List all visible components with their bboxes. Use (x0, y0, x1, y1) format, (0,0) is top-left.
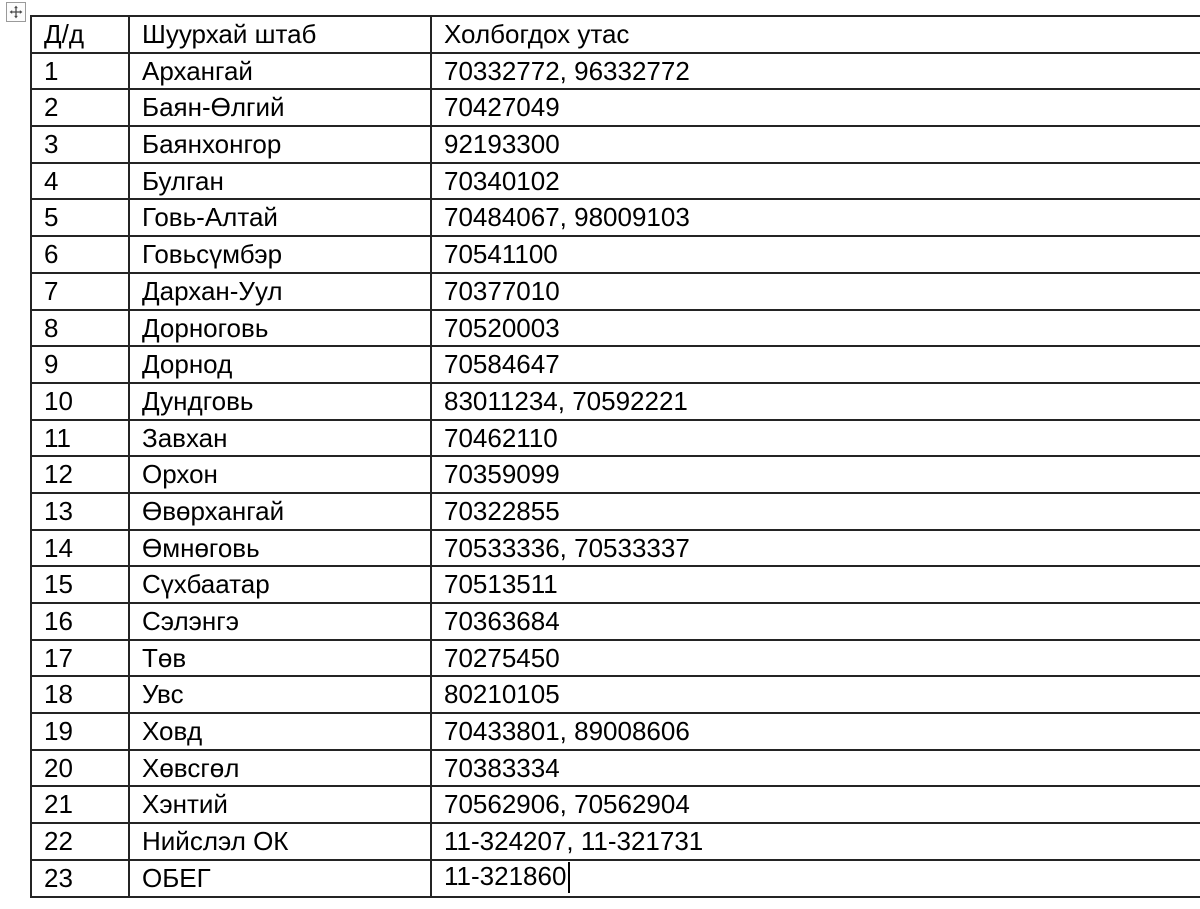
move-cross-icon (9, 5, 23, 19)
cell-phone[interactable]: 11-324207, 11-321731 (431, 823, 1200, 860)
table-row (31, 163, 1200, 200)
cell-phone[interactable]: 70433801, 89008606 (431, 713, 1200, 750)
cell-phone[interactable]: 70484067, 98009103 (431, 199, 1200, 236)
cell-staff[interactable]: Сэлэнгэ (129, 603, 431, 640)
table-row (31, 566, 1200, 603)
cell-staff[interactable]: ОБЕГ (129, 860, 431, 897)
cell-no[interactable]: 22 (31, 823, 129, 860)
cell-no[interactable]: 8 (31, 310, 129, 347)
cell-phone[interactable]: 70513511 (431, 566, 1200, 603)
cell-no[interactable]: 10 (31, 383, 129, 420)
cell-phone[interactable]: 70340102 (431, 163, 1200, 200)
cell-staff[interactable]: Завхан (129, 420, 431, 457)
table-row (31, 236, 1200, 273)
cell-no[interactable]: 23 (31, 860, 129, 897)
cell-phone[interactable]: 70275450 (431, 640, 1200, 677)
cell-staff[interactable]: Хөвсгөл (129, 750, 431, 787)
cell-staff[interactable]: Архангай (129, 53, 431, 90)
cell-no[interactable]: 16 (31, 603, 129, 640)
cell-staff[interactable]: Дархан-Уул (129, 273, 431, 310)
table-row (31, 750, 1200, 787)
cell-phone[interactable]: 70462110 (431, 420, 1200, 457)
table-row (31, 420, 1200, 457)
cell-no[interactable]: 14 (31, 530, 129, 567)
table-row (31, 310, 1200, 347)
cell-no[interactable]: 2 (31, 89, 129, 126)
cell-phone[interactable]: 70584647 (431, 346, 1200, 383)
cell-phone[interactable]: 70377010 (431, 273, 1200, 310)
cell-phone[interactable]: 70383334 (431, 750, 1200, 787)
cell-phone[interactable]: 70427049 (431, 89, 1200, 126)
cell-staff[interactable]: Нийслэл ОК (129, 823, 431, 860)
table-row (31, 493, 1200, 530)
table-row (31, 199, 1200, 236)
table-row (31, 823, 1200, 860)
table-row (31, 456, 1200, 493)
cell-no[interactable]: 9 (31, 346, 129, 383)
cell-no[interactable]: 15 (31, 566, 129, 603)
header-cell-no[interactable]: Д/д (31, 16, 129, 53)
table-row (31, 126, 1200, 163)
cell-staff[interactable]: Өвөрхангай (129, 493, 431, 530)
table-row (31, 53, 1200, 90)
cell-phone[interactable]: 70322855 (431, 493, 1200, 530)
cell-phone[interactable]: 70533336, 70533337 (431, 530, 1200, 567)
cell-no[interactable]: 12 (31, 456, 129, 493)
table-row (31, 786, 1200, 823)
cell-no[interactable]: 17 (31, 640, 129, 677)
cell-staff[interactable]: Орхон (129, 456, 431, 493)
cell-staff[interactable]: Говь-Алтай (129, 199, 431, 236)
table-row (31, 676, 1200, 713)
cell-staff[interactable]: Дундговь (129, 383, 431, 420)
cell-staff[interactable]: Говьсүмбэр (129, 236, 431, 273)
cell-phone[interactable]: 70359099 (431, 456, 1200, 493)
cell-no[interactable]: 11 (31, 420, 129, 457)
cell-staff[interactable]: Дорноговь (129, 310, 431, 347)
phone-directory-table (30, 15, 1200, 898)
table-row (31, 640, 1200, 677)
cell-phone[interactable]: 70541100 (431, 236, 1200, 273)
table-row (31, 383, 1200, 420)
cell-phone[interactable]: 92193300 (431, 126, 1200, 163)
cell-staff[interactable]: Баянхонгор (129, 126, 431, 163)
header-cell-phone[interactable]: Холбогдох утас (431, 16, 1200, 53)
cell-staff[interactable]: Увс (129, 676, 431, 713)
cell-staff[interactable]: Ховд (129, 713, 431, 750)
cell-no[interactable]: 5 (31, 199, 129, 236)
cell-phone[interactable]: 83011234, 70592221 (431, 383, 1200, 420)
header-cell-staff[interactable]: Шуурхай штаб (129, 16, 431, 53)
cell-no[interactable]: 21 (31, 786, 129, 823)
header-row (31, 16, 1200, 53)
cell-no[interactable]: 4 (31, 163, 129, 200)
cell-phone[interactable]: 70562906, 70562904 (431, 786, 1200, 823)
table-row (31, 346, 1200, 383)
cell-phone[interactable]: 70363684 (431, 603, 1200, 640)
cell-staff[interactable]: Хэнтий (129, 786, 431, 823)
cell-no[interactable]: 18 (31, 676, 129, 713)
cell-phone[interactable]: 70332772, 96332772 (431, 53, 1200, 90)
cell-staff[interactable]: Төв (129, 640, 431, 677)
cell-staff[interactable]: Булган (129, 163, 431, 200)
table-move-handle[interactable] (6, 2, 26, 22)
cell-no[interactable]: 13 (31, 493, 129, 530)
cell-no[interactable]: 7 (31, 273, 129, 310)
cell-phone[interactable]: 11-321860 (431, 860, 1200, 897)
cell-staff[interactable]: Сүхбаатар (129, 566, 431, 603)
table-body (31, 53, 1200, 897)
cell-no[interactable]: 1 (31, 53, 129, 90)
table-row (31, 860, 1200, 897)
cell-no[interactable]: 20 (31, 750, 129, 787)
cell-no[interactable]: 19 (31, 713, 129, 750)
table-row (31, 273, 1200, 310)
table-row (31, 603, 1200, 640)
cell-staff[interactable]: Дорнод (129, 346, 431, 383)
cell-staff[interactable]: Өмнөговь (129, 530, 431, 567)
text-cursor (568, 862, 570, 893)
cell-phone[interactable]: 80210105 (431, 676, 1200, 713)
cell-no[interactable]: 6 (31, 236, 129, 273)
cell-phone[interactable]: 70520003 (431, 310, 1200, 347)
cell-no[interactable]: 3 (31, 126, 129, 163)
table-row (31, 713, 1200, 750)
table-row (31, 89, 1200, 126)
cell-staff[interactable]: Баян-Өлгий (129, 89, 431, 126)
table-row (31, 530, 1200, 567)
